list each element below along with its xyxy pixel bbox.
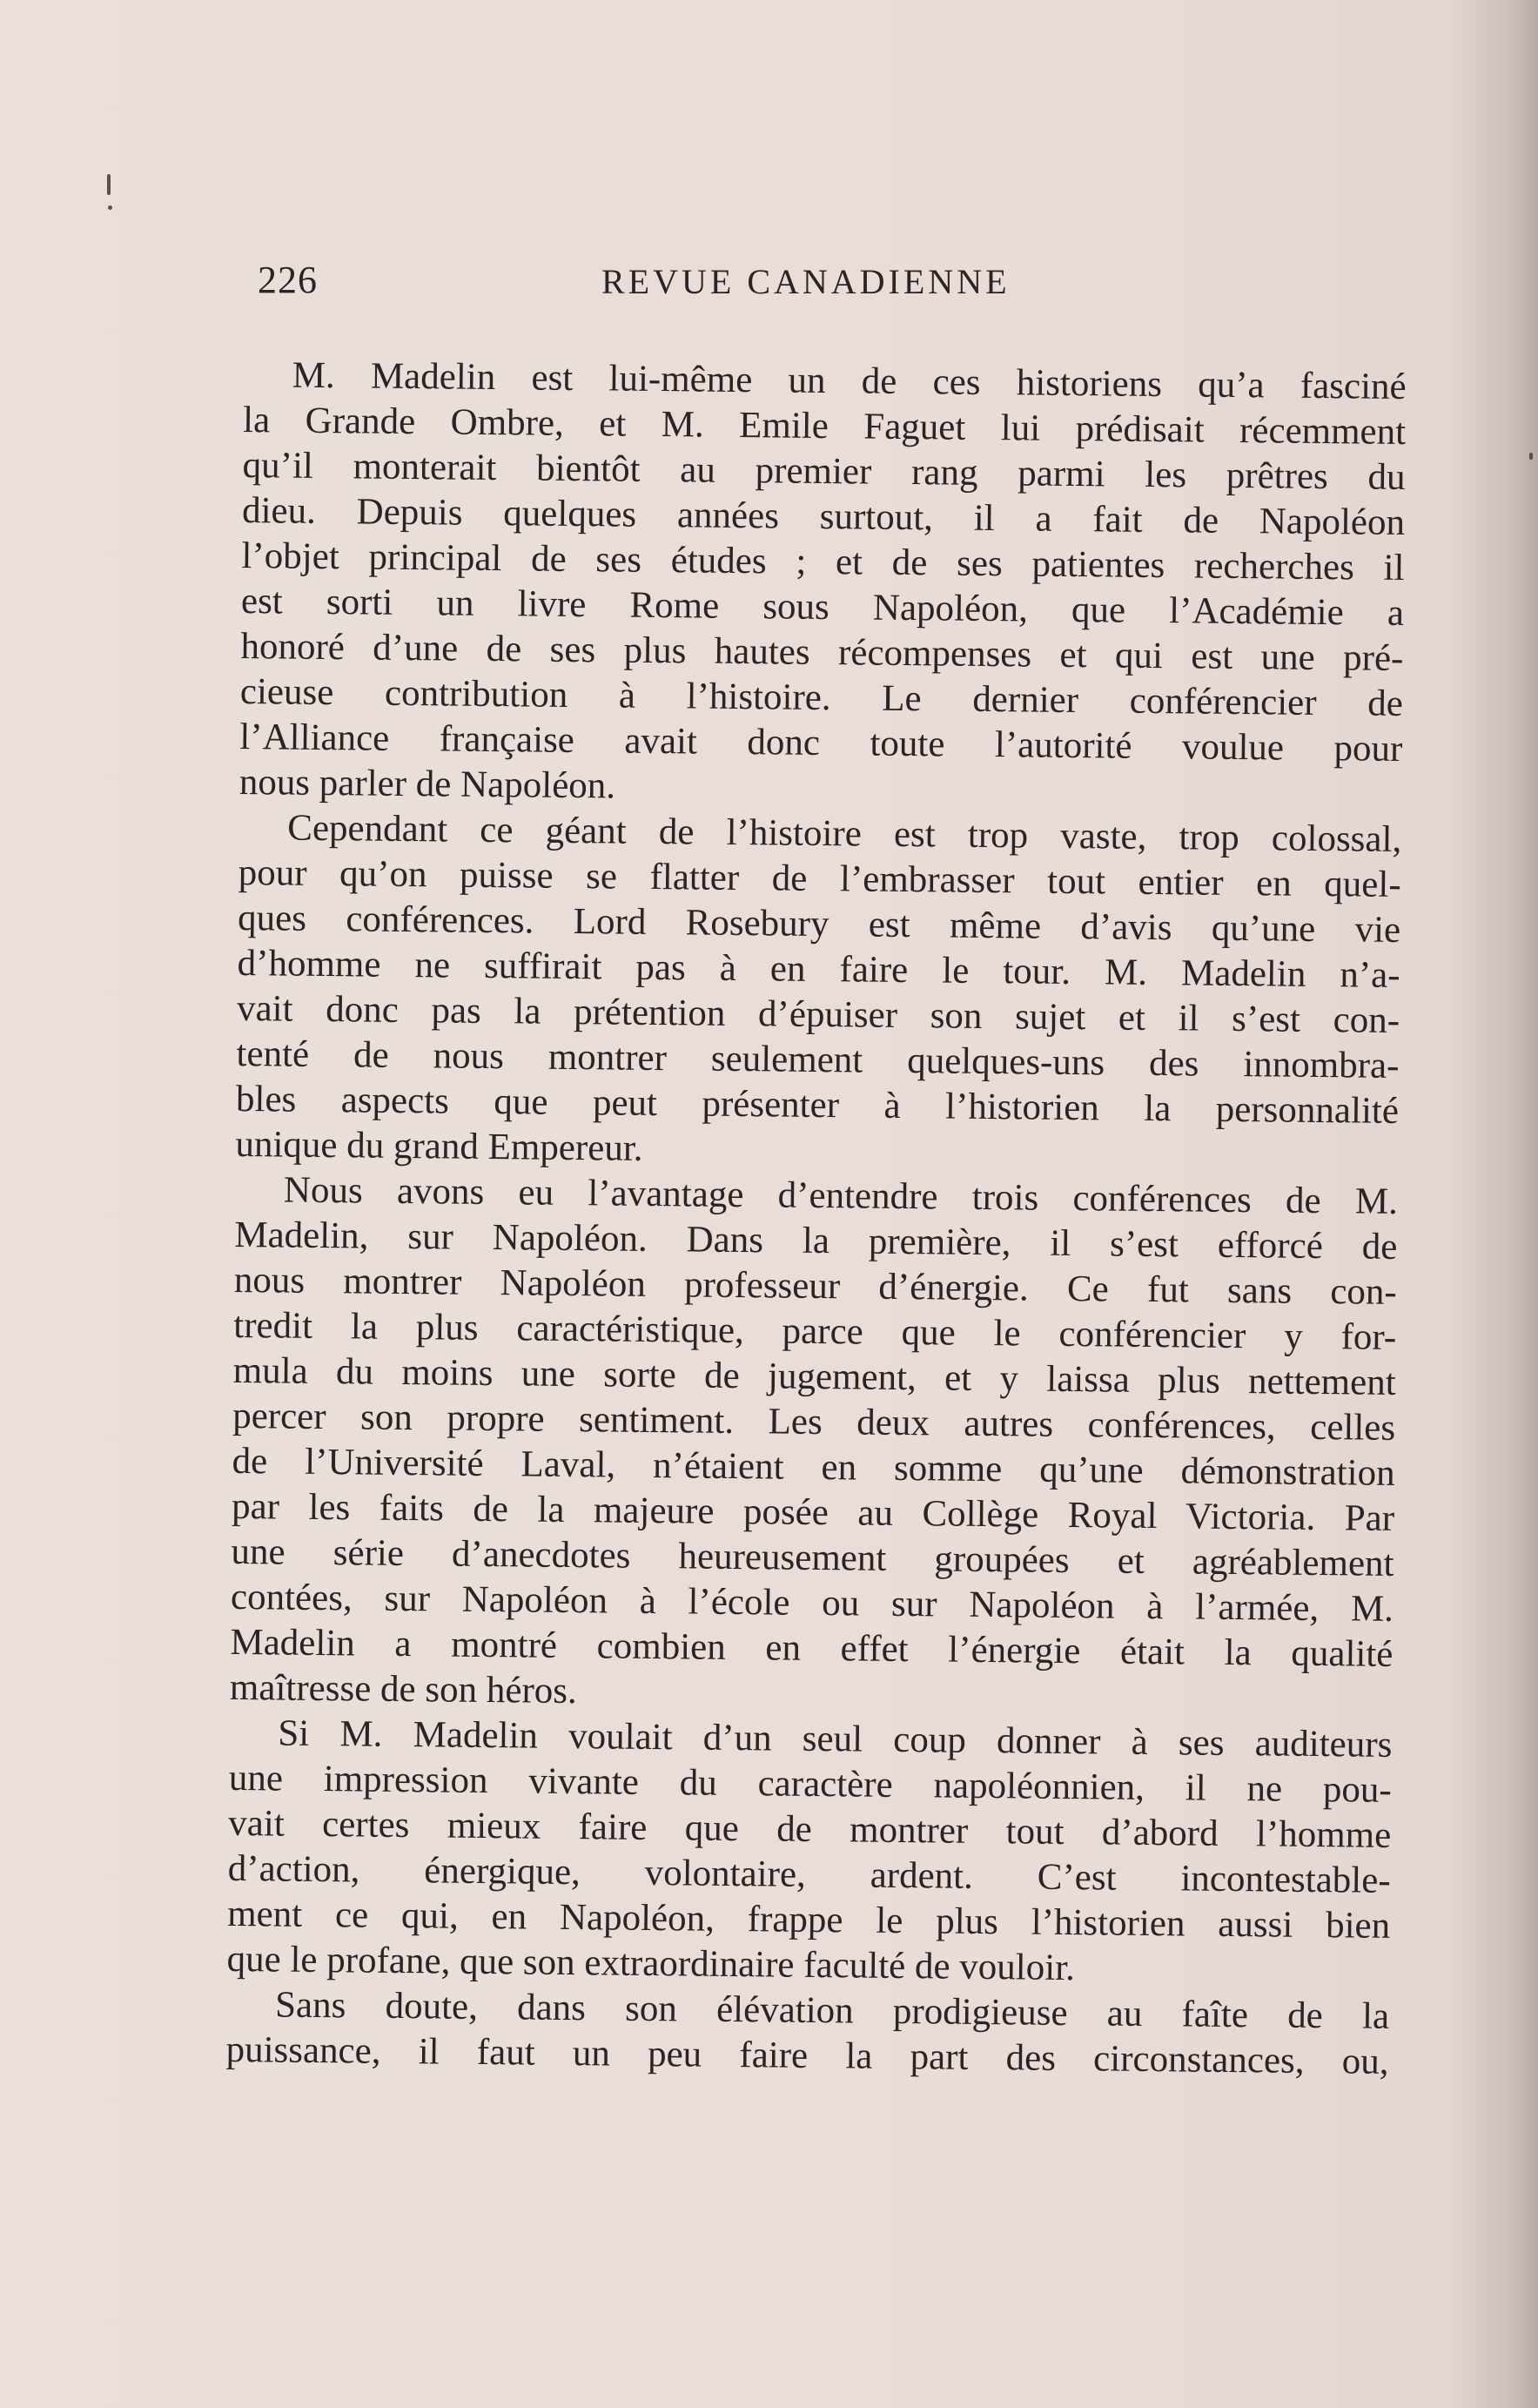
text-line: percer son propre sentiment. Les deux autres conférences, celles [232, 1395, 1396, 1449]
text-line: de l’Université Laval, n’étaient en somme qu’une démonstration [232, 1440, 1395, 1494]
paragraph [235, 805, 1401, 1180]
text-line: que le profane, que son extraordinaire faculté de vouloir. [226, 1938, 1076, 1989]
paragraph [230, 1167, 1398, 1723]
text-line: qu’il monterait bientôt au premier rang parmi les prêtres du [242, 444, 1406, 498]
paragraph [225, 1982, 1389, 2085]
text-line: nous montrer Napoléon professeur d’énergie. Ce fut sans con- [233, 1259, 1398, 1313]
text-line: tredit la plus caractéristique, parce que le conférencier y for- [233, 1304, 1397, 1358]
body-text [225, 353, 1407, 2085]
text-line: la Grande Ombre, et M. Emile Faguet lui prédisait récemment [242, 399, 1407, 453]
paragraph [226, 1711, 1392, 1994]
margin-mark [107, 174, 111, 195]
page-header [258, 258, 1081, 310]
text-line: d’homme ne suffirait pas à en faire le tour. M. Madelin n’a- [237, 942, 1400, 996]
margin-mark [108, 205, 112, 210]
text-line: contées, sur Napoléon à l’école ou sur Napoléon à l’armée, M. [230, 1576, 1394, 1630]
text-line: bles aspects que peut présenter à l’historien la personnalité [235, 1078, 1400, 1132]
text-line: unique du grand Empereur. [235, 1123, 643, 1169]
text-line: pour qu’on puisse se flatter de l’embrasser tout entier en quel- [238, 851, 1401, 905]
text-line: cieuse contribution à l’histoire. Le dernier conférencier de [239, 670, 1404, 724]
text-line: par les faits de la majeure posée au Collège Royal Victoria. Par [231, 1485, 1395, 1539]
text-line: mula du moins une sorte de jugement, et y laissa plus nettement [232, 1349, 1396, 1403]
page-number: 226 [258, 259, 318, 301]
text-line: honoré d’une de ses plus hautes récompenses et qui est une pré- [240, 625, 1404, 679]
text-line: Madelin a montré combien en effet l’énergie était la qualité [230, 1621, 1394, 1675]
text-line: vait certes mieux faire que de montrer tout d’abord l’homme [228, 1802, 1392, 1856]
text-line: Si M. Madelin voulait d’un seul coup donner à ses auditeurs [278, 1712, 1393, 1766]
text-line: dieu. Depuis quelques années surtout, il a fait de Napoléon [241, 489, 1406, 543]
text-line: d’action, énergique, volontaire, ardent. C’est incontestable- [227, 1847, 1391, 1901]
running-title: REVUE CANADIENNE [601, 262, 1011, 301]
text-line: vait donc pas la prétention d’épuiser son sujet et il s’est con- [236, 987, 1400, 1041]
text-line: maîtresse de son héros. [229, 1666, 578, 1712]
text-line: une série d’anecdotes heureusement groupées et agréablement [231, 1530, 1394, 1584]
text-line: Madelin, sur Napoléon. Dans la première, il s’est efforcé de [234, 1214, 1398, 1268]
text-line: puissance, il faut un peu faire la part des circonstances, ou, [225, 2028, 1389, 2082]
text-line: Cependant ce géant de l’histoire est trop vaste, trop colossal, [287, 807, 1402, 860]
text-line: tenté de nous montrer seulement quelques-uns des innombra- [236, 1032, 1400, 1086]
text-line: Sans doute, dans son élévation prodigieuse au faîte de la [274, 1984, 1390, 2037]
text-line: Nous avons eu l’avantage d’entendre trois conférences de M. [283, 1169, 1399, 1222]
text-line: une impression vivante du caractère napoléonnien, il ne pou- [228, 1757, 1393, 1811]
paragraph [239, 353, 1407, 817]
text-line: M. Madelin est lui-même un de ces historiens qu’a fasciné [292, 354, 1407, 407]
text-line: ques conférences. Lord Rosebury est même d’avis qu’une vie [237, 897, 1401, 951]
text-line: ment ce qui, en Napoléon, frappe le plus l’historien aussi bien [226, 1893, 1391, 1947]
text-line: est sorti un livre Rome sous Napoléon, que l’Académie a [240, 580, 1405, 634]
text-line: l’objet principal de ses études ; et de ses patientes recherches il [241, 535, 1405, 589]
text-line: nous parler de Napoléon. [238, 761, 616, 807]
margin-mark [1529, 453, 1533, 460]
text-line: l’Alliance française avait donc toute l’autorité voulue pour [239, 716, 1403, 770]
